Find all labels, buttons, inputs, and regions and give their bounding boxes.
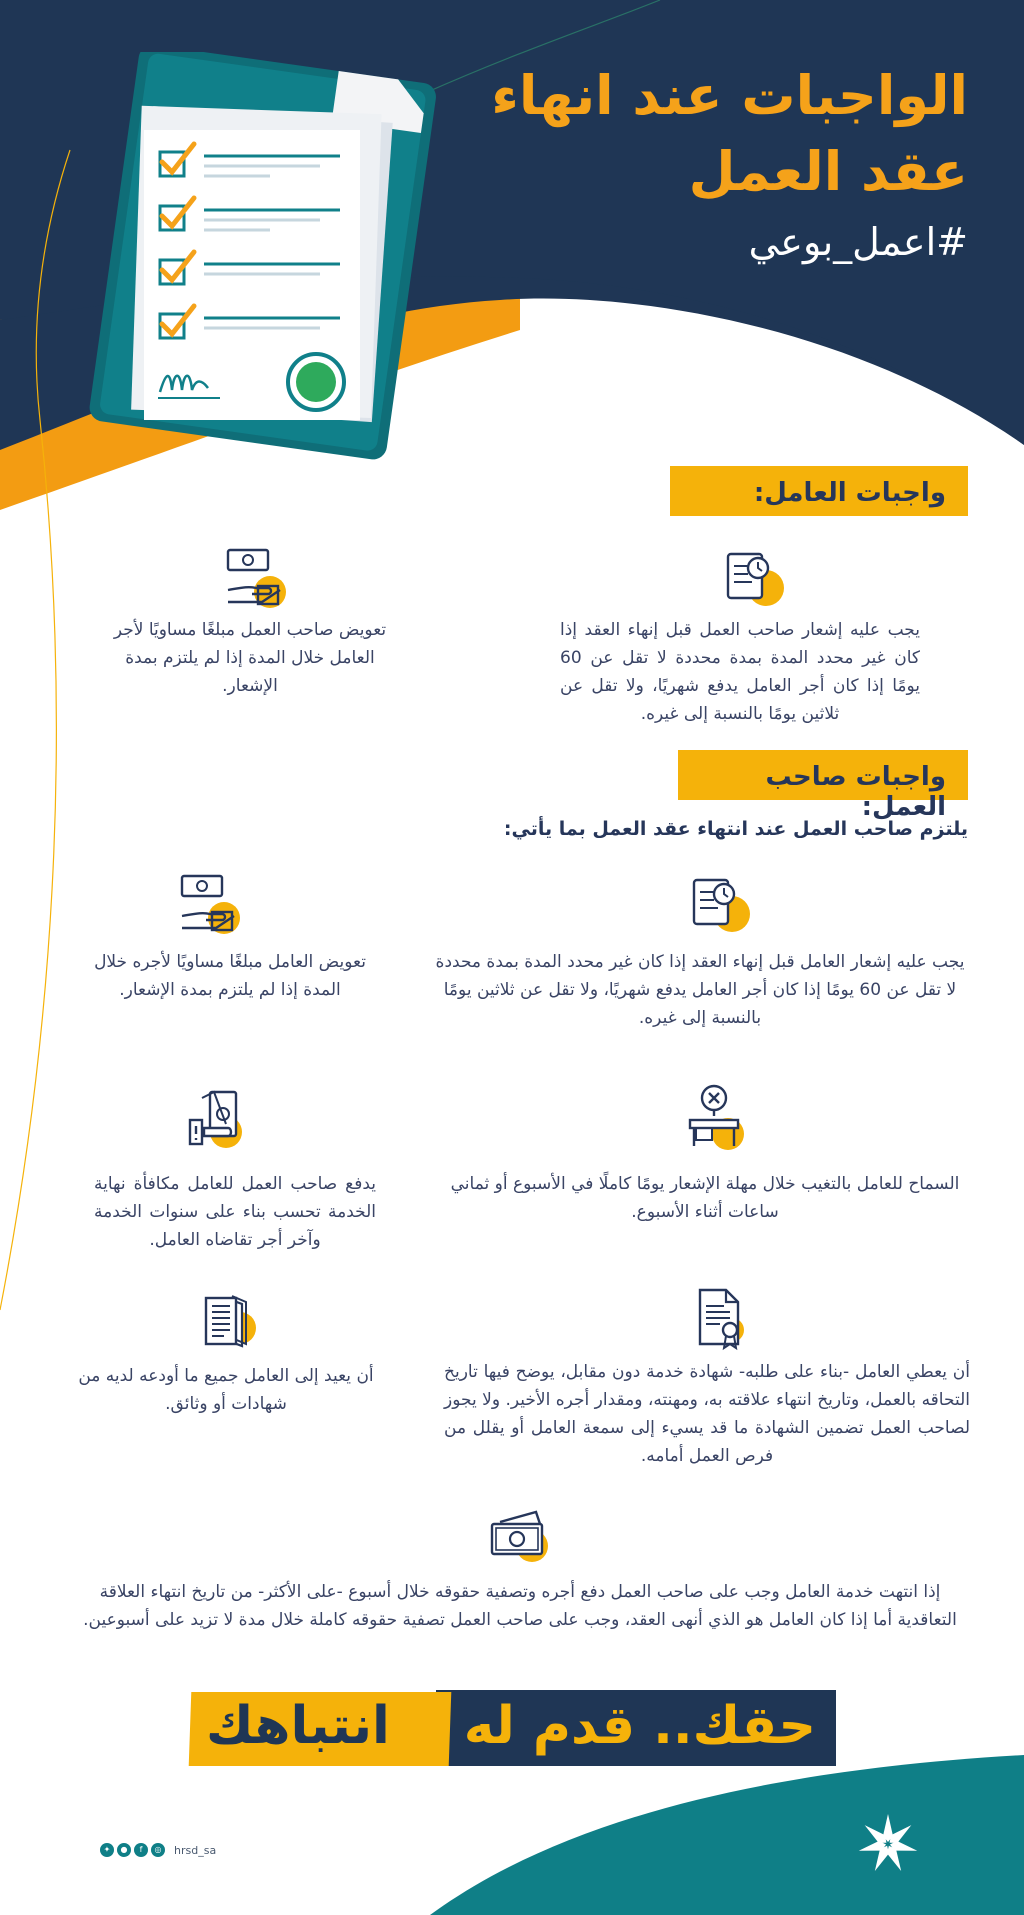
cash-payment-icon	[184, 1084, 254, 1154]
ministry-logo	[848, 1810, 928, 1880]
employer-duties-heading: واجبات صاحب العمل:	[678, 750, 968, 800]
title-line-1: الواجبات عند انهاء	[491, 64, 968, 127]
desk-absence-icon	[680, 1082, 750, 1152]
title-line-2: عقد العمل	[688, 140, 968, 203]
banknote-icon	[486, 1504, 556, 1574]
employer-duties-intro: يلتزم صاحب العمل عند انتهاء عقد العمل بما يأتي:	[503, 818, 968, 840]
employer-duty-final-settlement-text: إذا انتهت خدمة العامل وجب على صاحب العمل دفع أجره وتصفية حقوقه خلال أسبوع -على الأكثر- من تاريخ انتهاء العلاقة التعاقدية أما إذا كان العامل هو الذي أنهى العقد، وجب على صاحب العمل تصفية حقوقه كاملة خلال مدة لا تزيد على أسبوعين.	[83, 1582, 957, 1630]
slogan-banner	[190, 1690, 836, 1766]
slogan-text-primary: حقك.. قدم له	[463, 1696, 816, 1756]
slogan-text-highlight: انتباهك	[206, 1696, 390, 1756]
employer-duty-notice-text: يجب عليه إشعار العامل قبل إنهاء العقد إذا كان غير محدد المدة بمدة محددة لا تقل عن 60 يومًا إذا كان أجر العامل يدفع شهريًا، ولا تقل عن ثلاثين يومًا بالنسبة إلى غيره.	[435, 952, 965, 1028]
notice-document-clock-icon	[718, 546, 788, 616]
certificate-document-icon	[686, 1284, 756, 1354]
employer-duty-eos-reward-text: يدفع صاحب العمل للعامل مكافأة نهاية الخدمة تحسب بناء على سنوات الخدمة وآخر أجر تقاضاه العامل.	[94, 1174, 376, 1250]
instagram-icon[interactable]: ◎	[151, 1843, 165, 1857]
notice-document-clock-icon	[684, 872, 754, 942]
checklist-document-illustration	[70, 52, 450, 492]
facebook-icon[interactable]: f	[134, 1843, 148, 1857]
worker-duties-heading: واجبات العامل:	[670, 466, 968, 516]
worker-duty-notice-text: يجب عليه إشعار صاحب العمل قبل إنهاء العقد إذا كان غير محدد المدة بمدة محددة لا تقل عن 60 يومًا إذا كان أجر العامل يدفع شهريًا، ولا تقل عن ثلاثين يومًا بالنسبة إلى غيره.	[560, 620, 920, 724]
social-handles	[100, 1843, 216, 1857]
employer-duty-absence-text: السماح للعامل بالتغيب خلال مهلة الإشعار يومًا كاملًا في الأسبوع أو ثماني ساعات أثناء الأسبوع.	[450, 1174, 960, 1222]
hashtag: #اعمل_بوعي	[748, 220, 968, 264]
employer-duty-return-documents-text: أن يعيد إلى العامل جميع ما أودعه لديه من شهادات أو وثائق.	[78, 1366, 374, 1414]
social-handle[interactable]: hrsd_sa	[174, 1843, 217, 1857]
snapchat-icon[interactable]: ●	[117, 1843, 131, 1857]
worker-duty-compensation-text: تعويض صاحب العمل مبلغًا مساويًا لأجر العامل خلال المدة إذا لم يلتزم بمدة الإشعار.	[113, 620, 387, 696]
employer-duty-compensation-text: تعويض العامل مبلغًا مساويًا لأجره خلال المدة إذا لم يلتزم بمدة الإشعار.	[94, 952, 366, 1000]
employer-duty-service-certificate-text: أن يعطي العامل -بناء على طلبه- شهادة خدمة دون مقابل، يوضح فيها تاريخ التحاقه بالعمل، وتاريخ انتهاء علاقته به، ومهنته، ومقدار أجره الأخير. ولا يجوز لصاحب العمل تضمين الشهادة ما قد يسيء إلى سمعة العامل أو يقلل من فرص العمل أمامه.	[444, 1362, 970, 1466]
twitter-icon[interactable]: ✦	[100, 1843, 114, 1857]
hand-money-icon	[222, 542, 292, 612]
documents-stack-icon	[196, 1288, 266, 1358]
hand-money-icon	[176, 868, 246, 938]
